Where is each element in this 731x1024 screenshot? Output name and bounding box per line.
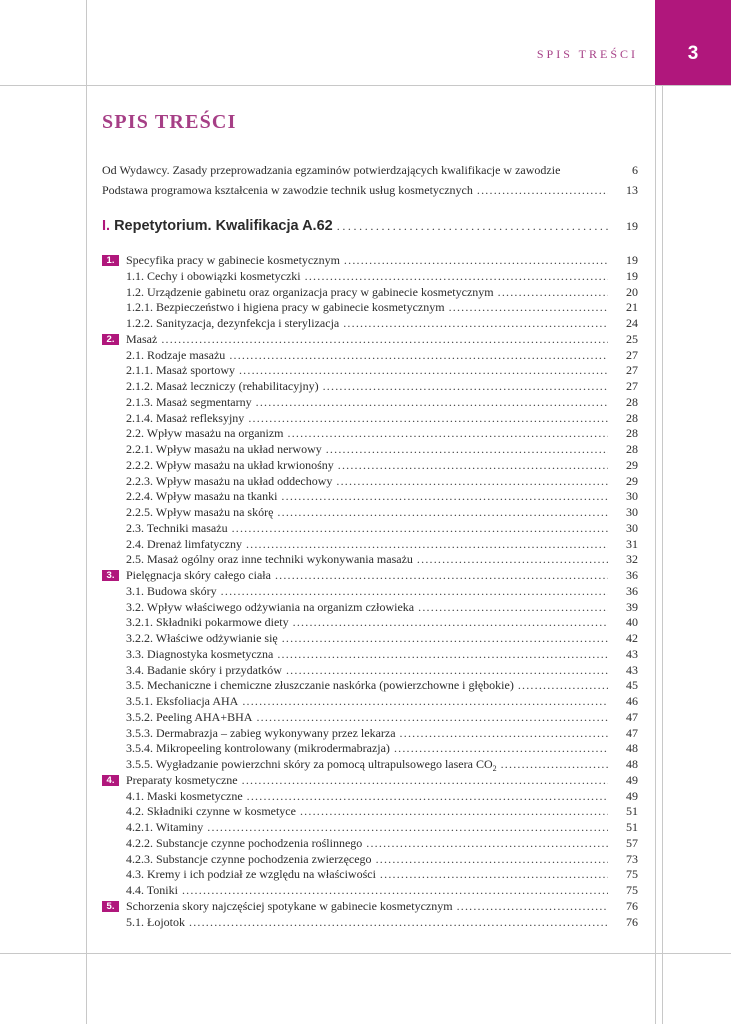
subscript: 2 (492, 764, 497, 773)
toc-entry-page: 25 (626, 331, 638, 346)
toc-entry-label (126, 694, 238, 710)
toc-entry-text: 4.2.3. Substancje czynne pochodzenia zwierzęcego (126, 851, 372, 866)
toc-entry-label (126, 710, 252, 726)
toc-entry-label (126, 726, 396, 742)
leader-dots (394, 741, 608, 757)
chapter-number-badge: 4. (102, 775, 119, 786)
toc-entry-label (126, 521, 228, 537)
toc-entry-text: 2.2.1. Wpływ masażu na układ nerwowy (126, 442, 322, 456)
toc-entry-page: 20 (626, 284, 638, 299)
toc-entry[interactable] (102, 678, 638, 694)
part-page: 19 (626, 219, 638, 233)
outer-margin-rule (662, 0, 663, 1024)
toc-entry[interactable] (102, 285, 638, 301)
toc-entry-page: 76 (626, 914, 638, 929)
toc-entry-page: 48 (626, 757, 638, 771)
toc-entry[interactable] (102, 694, 638, 710)
toc-entry[interactable] (102, 600, 638, 616)
toc-entry[interactable] (102, 160, 638, 180)
toc-entry[interactable] (102, 552, 638, 568)
toc-entry[interactable] (102, 395, 638, 411)
leader-dots (336, 474, 608, 490)
toc-entry-text: 3.2. Wpływ właściwego odżywiania na organizm człowieka (126, 599, 415, 614)
leader-dots (256, 395, 608, 411)
toc-entry-text: 2.4. Drenaż limfatyczny (126, 536, 242, 551)
toc-entry-label: Podstawa programowa kształcenia w zawodzie technik usług kosmetycznych (102, 183, 473, 197)
part-heading (102, 214, 638, 238)
leader-dots (281, 489, 608, 505)
toc-entry-page: 19 (626, 253, 638, 267)
toc-entry-text: 3.5.4. Mikropeeling kontrolowany (mikrodermabrazja) (126, 741, 390, 756)
toc-list (102, 253, 638, 930)
toc-entry-text: 3.2.1. Składniki pokarmowe diety (126, 615, 289, 630)
toc-entry-label (126, 300, 445, 316)
leader-dots (417, 552, 608, 568)
page-title: SPIS TREŚCI (102, 111, 237, 133)
leader-dots (418, 600, 608, 616)
toc-entry[interactable] (102, 615, 638, 631)
toc-entry[interactable] (102, 804, 638, 820)
toc-entry-label (126, 568, 271, 584)
toc-entry-page: 31 (626, 536, 638, 551)
toc-entry[interactable] (102, 505, 638, 521)
leader-dots (277, 647, 608, 663)
toc-entry[interactable] (102, 348, 638, 364)
toc-entry-page: 40 (626, 615, 638, 630)
toc-entry-label (126, 804, 296, 820)
leader-dots (477, 180, 608, 200)
leader-dots (326, 442, 608, 458)
toc-entry-text: 3.5.2. Peeling AHA+BHA (126, 709, 253, 724)
leader-dots (343, 316, 608, 332)
toc-entry-text: 2.2.2. Wpływ masażu na układ krwionośny (126, 457, 334, 472)
leader-dots (380, 867, 608, 883)
leader-dots (286, 663, 608, 679)
toc-entry-label (126, 741, 390, 757)
toc-entry-page: 29 (626, 473, 638, 488)
toc-entry[interactable] (102, 474, 638, 490)
toc-entry[interactable] (102, 489, 638, 505)
toc-entry-label (126, 836, 362, 852)
leader-dots (501, 757, 608, 773)
toc-entry[interactable] (102, 411, 638, 427)
toc-entry-page: 28 (626, 394, 638, 409)
toc-entry[interactable] (102, 316, 638, 332)
toc-entry-label (126, 678, 514, 694)
toc-entry-text: 4.1. Maski kosmetyczne (126, 788, 243, 803)
toc-entry-text: 2.1.4. Masaż refleksyjny (126, 410, 245, 425)
leader-dots (247, 789, 608, 805)
leader-dots (221, 584, 608, 600)
leader-dots (457, 899, 608, 915)
toc-entry-label (126, 600, 414, 616)
toc-entry-label (126, 458, 334, 474)
toc-entry-label (126, 411, 244, 427)
toc-entry-label (126, 899, 453, 915)
toc-entry[interactable] (102, 631, 638, 647)
toc-entry-text: 2.1.1. Masaż sportowy (126, 363, 235, 378)
toc-entry-page: 39 (626, 599, 638, 614)
leader-dots (229, 348, 608, 364)
toc-entry[interactable] (102, 584, 638, 600)
leader-dots (366, 836, 608, 852)
toc-entry-label (126, 332, 157, 348)
toc-entry[interactable] (102, 426, 638, 442)
toc-entry[interactable] (102, 867, 638, 883)
toc-entry-label (126, 379, 319, 395)
toc-entry-label (126, 631, 278, 647)
toc-entry-page: 42 (626, 631, 638, 645)
toc-entry-text: 2.2.3. Wpływ masażu na układ oddechowy (126, 473, 333, 488)
leader-dots (256, 710, 608, 726)
toc-entry[interactable] (102, 710, 638, 726)
toc-entry-page: 73 (626, 851, 638, 866)
toc-entry-label (126, 663, 282, 679)
leader-dots (338, 458, 608, 474)
front-matter-list (102, 160, 638, 200)
toc-entry-label (126, 316, 339, 332)
toc-entry-page: 51 (626, 820, 638, 834)
leader-dots (323, 379, 608, 395)
leader-dots (275, 568, 608, 584)
toc-entry-label (126, 867, 376, 883)
toc-entry-page: 47 (626, 725, 638, 740)
toc-entry-page: 27 (626, 347, 638, 362)
toc-entry-text: 2.1. Rodzaje masażu (126, 347, 226, 362)
part-number: I. (102, 218, 111, 234)
toc-entry-label (126, 537, 242, 553)
toc-entry[interactable] (102, 741, 638, 757)
toc-entry-text: 4.4. Toniki (126, 883, 178, 897)
toc-entry-text: 3.5.1. Eksfoliacja AHA (126, 694, 239, 708)
toc-entry-text: 2.2.5. Wpływ masażu na skórę (126, 505, 274, 519)
toc-entry[interactable] (102, 363, 638, 379)
toc-entry-page: 46 (626, 694, 638, 708)
toc-entry-label (126, 363, 235, 379)
toc-entry[interactable] (102, 379, 638, 395)
toc-entry-label (126, 489, 277, 505)
toc-entry-label (126, 285, 494, 301)
toc-entry-page: 28 (626, 442, 638, 456)
leader-dots (277, 505, 608, 521)
toc-entry[interactable] (102, 789, 638, 805)
leader-dots (239, 363, 608, 379)
toc-entry[interactable] (102, 757, 638, 773)
toc-entry-page: 28 (626, 410, 638, 425)
toc-entry-label (126, 426, 284, 442)
toc-entry-text: 4.2.2. Substancje czynne pochodzenia roślinnego (126, 835, 363, 850)
toc-entry-label: Od Wydawcy. Zasady przeprowadzania egzaminów potwierdzających kwalifikacje w zawodzie (102, 163, 561, 177)
toc-entry[interactable] (102, 647, 638, 663)
toc-entry-label (126, 395, 252, 411)
toc-entry-label (126, 442, 322, 458)
toc-entry-page: 51 (626, 804, 638, 819)
toc-entry-text: 2.3. Techniki masażu (126, 520, 228, 535)
toc-entry-text: 3.3. Diagnostyka kosmetyczna (126, 646, 274, 661)
toc-entry-text: 3.5. Mechaniczne i chemiczne złuszczanie naskórka (powierzchowne i głębokie) (126, 678, 514, 693)
leader-dots (207, 820, 608, 836)
toc-entry-text: 1.2.1. Bezpieczeństwo i higiena pracy w gabinecie kosmetycznym (126, 300, 445, 315)
toc-entry[interactable] (102, 883, 638, 899)
toc-entry-text: 3.5.5. Wygładzanie powierzchni skóry za pomocą ultrapulsowego lasera CO (126, 757, 493, 771)
toc-entry-text: 3.5.3. Dermabrazja – zabieg wykonywany przez lekarza (126, 725, 396, 740)
toc-entry-page: 47 (626, 709, 638, 724)
toc-entry-label (126, 348, 225, 364)
part-entry[interactable] (102, 214, 638, 238)
chapter-number-badge: 1. (102, 255, 119, 266)
page-number-tab: 3 (655, 0, 731, 85)
leader-dots (376, 852, 608, 868)
toc-entry-label (126, 615, 289, 631)
leader-dots (189, 915, 608, 931)
toc-entry-text: 1.1. Cechy i obowiązki kosmetyczki (126, 268, 301, 283)
leader-dots (300, 804, 608, 820)
toc-entry-page: 27 (626, 363, 638, 378)
toc-entry[interactable] (102, 852, 638, 868)
leader-dots (449, 300, 608, 316)
leader-dots (161, 332, 608, 348)
toc-entry-page: 6 (632, 163, 638, 177)
toc-entry-label (126, 474, 332, 490)
toc-entry-page: 48 (626, 741, 638, 756)
toc-entry-page: 75 (626, 867, 638, 882)
header-rule (0, 85, 731, 86)
toc-entry[interactable] (102, 726, 638, 742)
toc-entry[interactable] (102, 899, 638, 915)
toc-entry-page: 43 (626, 646, 638, 661)
leader-dots (344, 253, 608, 269)
toc-entry-label (126, 915, 185, 931)
toc-entry[interactable] (102, 521, 638, 537)
toc-entry-text: 3.4. Badanie skóry i przydatków (126, 662, 282, 677)
toc-entry[interactable] (102, 300, 638, 316)
toc-entry-page: 36 (626, 583, 638, 598)
toc-entry[interactable] (102, 915, 638, 931)
toc-entry-page: 29 (626, 457, 638, 472)
toc-entry[interactable] (102, 537, 638, 553)
toc-entry-page: 13 (626, 183, 638, 197)
toc-entry-text: Preparaty kosmetyczne (126, 772, 238, 787)
toc-entry[interactable] (102, 820, 638, 836)
leader-dots (248, 411, 608, 427)
toc-entry-page: 49 (626, 788, 638, 803)
leader-dots (293, 615, 608, 631)
toc-entry-text: Specyfika pracy w gabinecie kosmetycznym (126, 253, 340, 267)
running-head: SPIS TREŚCI (536, 47, 638, 61)
leader-dots (288, 426, 608, 442)
leader-dots (400, 726, 608, 742)
toc-entry-page: 30 (626, 520, 638, 535)
leader-dots (232, 521, 608, 537)
toc-entry-label (126, 789, 243, 805)
toc-entry-page: 24 (626, 316, 638, 330)
toc-entry-label (126, 883, 178, 899)
toc-entry-text: 1.2. Urządzenie gabinetu oraz organizacja pracy w gabinecie kosmetycznym (126, 284, 494, 299)
toc-entry-text: 5.1. Łojotok (126, 914, 185, 929)
toc-entry-text: 2.5. Masaż ogólny oraz inne techniki wykonywania masażu (126, 552, 413, 567)
toc-entry[interactable] (102, 180, 638, 200)
toc-entry-label (126, 269, 301, 285)
leader-dots (518, 678, 608, 694)
toc-entry[interactable] (102, 663, 638, 679)
toc-entry-text: 1.2.2. Sanityzacja, dezynfekcja i sterylizacja (126, 316, 340, 330)
leader-dots (242, 773, 608, 789)
part-label: Repetytorium. Kwalifikacja A.62 (114, 218, 333, 234)
toc-entry-label (126, 505, 273, 521)
toc-entry-text: Pielęgnacja skóry całego ciała (126, 568, 271, 582)
toc-entry-text: 2.1.2. Masaż leczniczy (rehabilitacyjny) (126, 379, 319, 393)
toc-entry-text: 2.1.3. Masaż segmentarny (126, 394, 252, 409)
footer-rule (0, 953, 731, 954)
toc-entry-page: 27 (626, 379, 638, 393)
toc-entry-page: 45 (626, 678, 638, 693)
toc-entry-page: 49 (626, 772, 638, 787)
toc-entry-page: 28 (626, 426, 638, 441)
toc-entry-page: 57 (626, 835, 638, 850)
toc-entry-label (126, 647, 273, 663)
toc-entry-page: 30 (626, 489, 638, 504)
chapter-number-badge: 3. (102, 570, 119, 581)
left-margin-rule (86, 0, 87, 1024)
toc-entry-label (126, 584, 217, 600)
toc-entry-text: 3.1. Budowa skóry (126, 583, 217, 598)
toc-entry[interactable] (102, 568, 638, 584)
toc-entry-text: Schorzenia skory najczęściej spotykane w gabinecie kosmetycznym (126, 898, 453, 913)
toc-entry-text: 4.3. Kremy i ich podział ze względu na właściwości (126, 867, 376, 882)
toc-entry-text: 4.2. Składniki czynne w kosmetyce (126, 804, 296, 819)
toc-entry[interactable] (102, 269, 638, 285)
toc-entry-label (126, 820, 203, 836)
toc-entry-label (126, 253, 340, 269)
toc-entry-page: 21 (626, 300, 638, 315)
toc-entry-page: 43 (626, 662, 638, 677)
toc-entry-label (126, 773, 238, 789)
toc-entry[interactable] (102, 253, 638, 269)
leader-dots (242, 694, 608, 710)
toc-entry-page: 75 (626, 883, 638, 897)
toc-entry-text: 2.2. Wpływ masażu na organizm (126, 426, 284, 441)
toc-entry-text: 3.2.2. Właściwe odżywianie się (126, 631, 278, 645)
toc-entry[interactable] (102, 442, 638, 458)
toc-entry[interactable] (102, 458, 638, 474)
chapter-number-badge: 5. (102, 901, 119, 912)
leader-dots (337, 214, 608, 238)
leader-dots (305, 269, 608, 285)
toc-entry-page: 19 (626, 268, 638, 283)
toc-entry-page: 36 (626, 568, 638, 582)
leader-dots (282, 631, 608, 647)
toc-entry-label (126, 852, 372, 868)
toc-entry-text: 4.2.1. Witaminy (126, 820, 204, 834)
toc-entry[interactable] (102, 836, 638, 852)
toc-entry-page: 32 (626, 552, 638, 567)
right-margin-rule (655, 0, 656, 1024)
toc-entry-page: 30 (626, 505, 638, 519)
toc-entry-text: Masaż (126, 331, 158, 346)
toc-entry[interactable] (102, 332, 638, 348)
leader-dots (498, 285, 608, 301)
toc-entry-text: 2.2.4. Wpływ masażu na tkanki (126, 489, 278, 504)
toc-entry[interactable] (102, 773, 638, 789)
leader-dots (182, 883, 608, 899)
toc-entry-page: 76 (626, 898, 638, 913)
toc-entry-label (126, 552, 413, 568)
leader-dots (246, 537, 608, 553)
chapter-number-badge: 2. (102, 334, 119, 345)
